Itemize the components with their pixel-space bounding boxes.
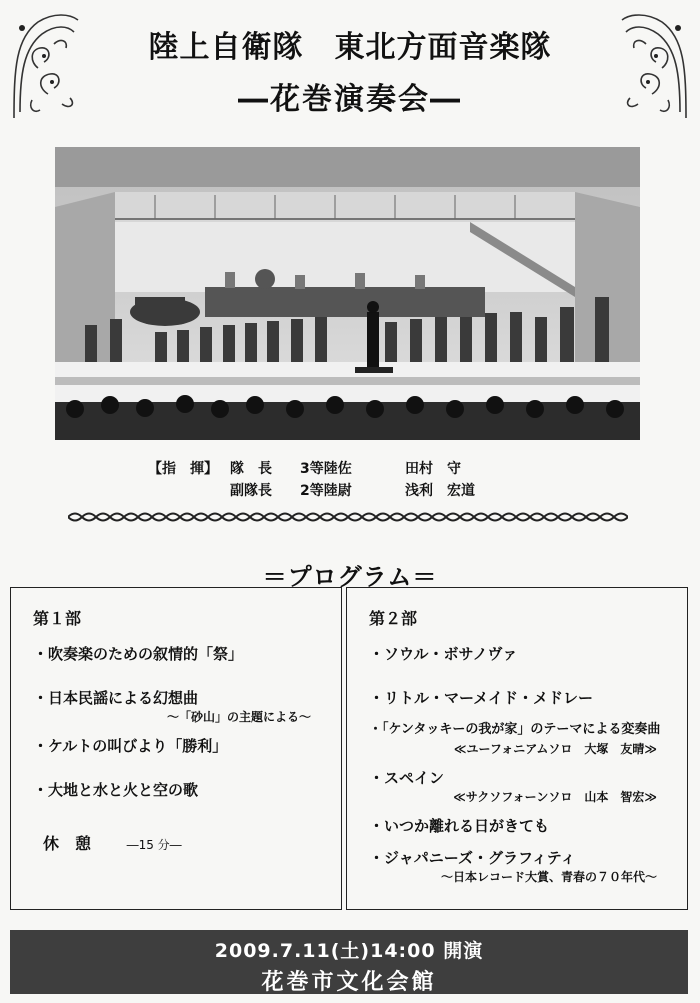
program-item-title: ・リトル・マーメイド・メドレー	[369, 689, 593, 707]
conductor-post: 隊 長	[230, 461, 272, 477]
event-info-banner	[10, 930, 688, 994]
conductor-heading: 【指 揮】	[148, 461, 218, 477]
program-item	[369, 767, 687, 805]
event-datetime: 2009.7.11(土)14:00 開演	[214, 940, 484, 962]
program-item-title: ・「ケンタッキーの我が家」のテーマによる変奏曲	[369, 722, 661, 737]
program-item	[369, 687, 687, 709]
program-item	[33, 779, 341, 801]
conductor-row	[148, 480, 505, 502]
program-item	[369, 815, 687, 837]
part1-heading: 第１部	[33, 609, 82, 628]
conductor-list	[148, 458, 505, 502]
concert-stage-photo	[55, 147, 640, 440]
program-item-title: ・大地と水と火と空の歌	[33, 781, 199, 799]
program-part2-box	[346, 587, 688, 910]
program-item-title: ・ジャパニーズ・グラフィティ	[369, 849, 576, 867]
program-item	[369, 847, 687, 885]
conductor-post: 副隊長	[230, 483, 272, 499]
concert-stage-photo-icon	[55, 147, 640, 440]
program-item-subtitle: ≪ユーフォニアムソロ 大塚 友晴≫	[453, 742, 657, 756]
program-item	[33, 735, 341, 757]
program-item-title: ・吹奏楽のための叙情的「祭」	[33, 645, 244, 663]
part2-heading: 第２部	[369, 609, 418, 628]
ornamental-divider-icon	[68, 510, 628, 524]
program-item-title: ・ソウル・ボサノヴァ	[369, 645, 518, 663]
program-item-subtitle: ～日本レコード大賞、青春の７０年代～	[440, 870, 657, 884]
event-venue: 花巻市文化会館	[261, 970, 437, 995]
program-item	[33, 687, 341, 725]
program-item	[369, 643, 687, 665]
conductor-name: 浅利 宏道	[405, 483, 475, 499]
program-item-subtitle: ≪サクソフォーンソロ 山本 智宏≫	[453, 790, 657, 804]
intermission	[33, 831, 341, 854]
intermission-label: 休 憩	[43, 834, 92, 853]
program-title: ＝プログラム＝	[262, 563, 438, 591]
program-item-title: ・日本民謡による幻想曲	[33, 689, 199, 707]
program-item	[33, 643, 341, 665]
page-subtitle: ―花巻演奏会―	[238, 82, 462, 117]
program-item	[369, 719, 687, 757]
page-title: 陸上自衛隊 東北方面音楽隊	[148, 30, 552, 65]
conductor-rank: 2等陸尉	[300, 483, 352, 499]
conductor-rank: 3等陸佐	[300, 461, 352, 477]
conductor-heading	[148, 480, 230, 502]
program-item-title: ・いつか離れる日がきても	[369, 817, 550, 835]
program-item-subtitle: ～「砂山」の主題による～	[166, 710, 311, 724]
conductor-name: 田村 守	[405, 461, 461, 477]
program-item-title: ・スペイン	[369, 769, 445, 787]
intermission-duration: ―15 分―	[126, 838, 182, 852]
program-part1-box	[10, 587, 342, 910]
program-item-title: ・ケルトの叫びより「勝利」	[33, 737, 228, 755]
conductor-row	[148, 458, 505, 480]
